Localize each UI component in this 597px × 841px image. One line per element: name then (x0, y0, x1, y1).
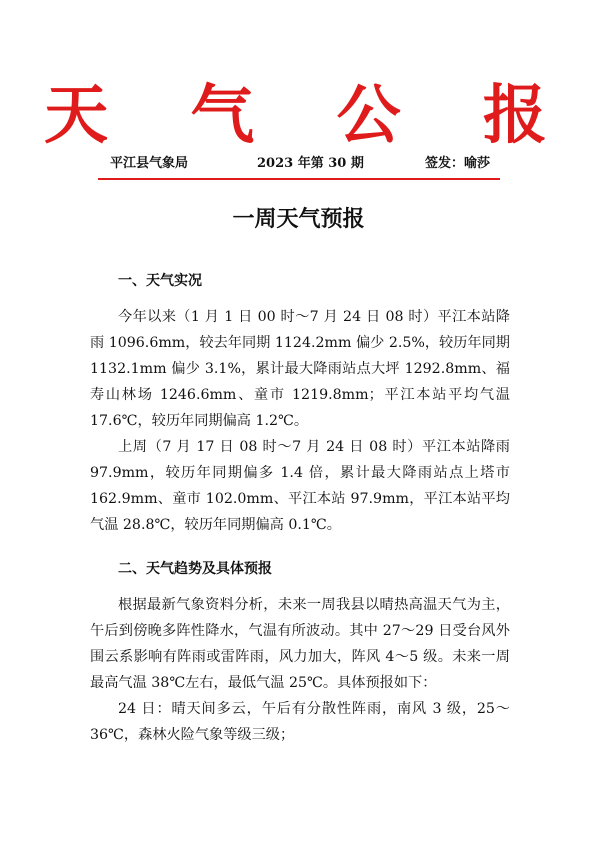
document-title: 一周天气预报 (232, 207, 365, 232)
publisher: 平江县气象局 (110, 156, 189, 171)
masthead-title: 天 气 公 报 (44, 79, 577, 153)
masthead-divider (98, 178, 500, 180)
paragraph-forecast-day-24: 24 日：晴天间多云，午后有分散性阵雨，南风 3 级，25～36℃，森林火险气象等级三级； (90, 701, 510, 743)
document-body (90, 268, 510, 748)
paragraph-week-summary: 上周（7 月 17 日 08 时～7 月 24 日 08 时）平江本站降雨 97.9mm，较历年同期偏多 1.4 倍，累计最大降雨站点上塔市 162.9mm、童市 102.0mm、平江本站 97.9mm，平江本站平均气温 28.8℃，较历年同期偏高 0.1℃。 (90, 439, 510, 533)
section-heading-forecast: 二、天气趋势及具体预报 (118, 561, 272, 577)
section-heading-observations: 一、天气实况 (118, 273, 202, 289)
paragraph-forecast-overview: 根据最新气象资料分析，未来一周我县以晴热高温天气为主，午后到傍晚多阵性降水，气温有所波动。其中 27～29 日受台风外围云系影响有阵雨或雷阵雨，风力加大，阵风 4～5 级。未来一周最高气温 38℃左右，最低气温 25℃。具体预报如下： (90, 597, 510, 691)
masthead-meta-row (110, 154, 490, 174)
paragraph-year-summary: 今年以来（1 月 1 日 00 时～7 月 24 日 08 时）平江本站降雨 1096.6mm，较去年同期 1124.2mm 偏少 2.5%，较历年同期 1132.1mm 偏少 3.1%，累计最大降雨站点大坪 1292.8mm、福寿山林场 1246.6mm、童市 1219.8mm；平江本站平均气温 17.6℃，较历年同期偏高 1.2℃。 (90, 309, 510, 429)
spacer (90, 294, 510, 304)
spacer (90, 582, 510, 592)
signer: 签发：喻莎 (424, 156, 490, 171)
spacer (90, 538, 510, 556)
issue-number: 2023 年第 30 期 (257, 156, 364, 171)
